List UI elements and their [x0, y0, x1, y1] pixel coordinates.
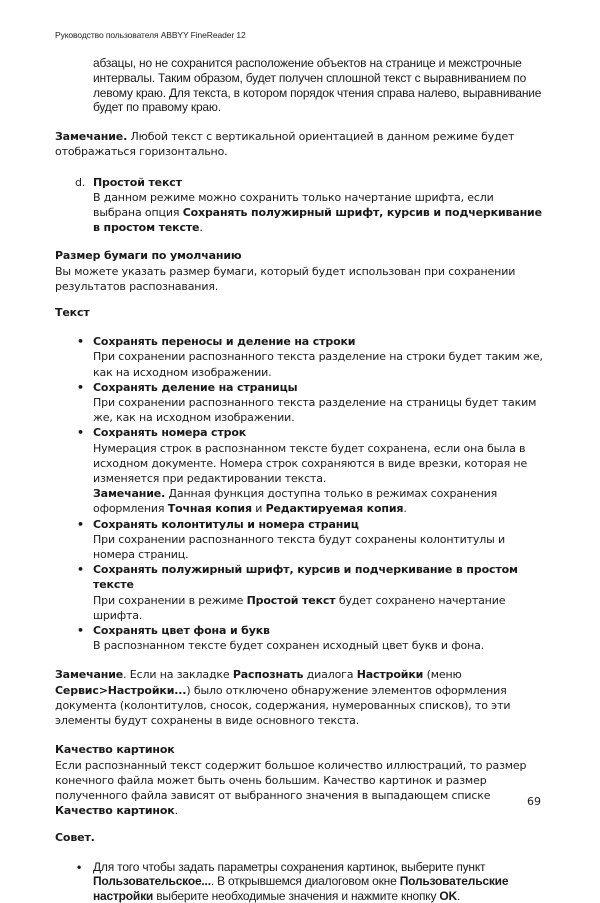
item-title: Сохранять номера строк: [93, 426, 247, 440]
bullet-icon: •: [77, 624, 84, 638]
section-tip: [55, 830, 545, 903]
item-title: Простой текст: [93, 175, 182, 189]
section-text: Если распознанный текст содержит большое количество иллюстраций, то размер конечного файла может быть очень большим. Качество картинок и размер полученного файла зависят от выбранного значения в выпадающем списке Качество картинок.: [55, 758, 527, 818]
option-name: Сохранять полужирный шрифт, курсив и подчеркивание в простом тексте: [93, 206, 542, 235]
list-item: [77, 623, 545, 653]
item-text: В распознанном тексте будет сохранен исходный цвет букв и фона.: [93, 639, 485, 653]
section-heading: Качество картинок: [55, 743, 175, 757]
section-heading: Совет.: [55, 831, 95, 845]
bullet-icon: •: [77, 859, 82, 874]
item-text: При сохранении распознанного текста разделение на строки будет таким же, как на исходном изображении.: [93, 350, 543, 379]
bullet-icon: •: [77, 426, 84, 440]
page-content: [55, 56, 545, 903]
tip-text: Для того чтобы задать параметры сохранения картинок, выберите пункт Пользовательское.... В открывшемся диалоговом окне Пользовательские настройки выберите необходимые значения и нажмите кнопку OK.: [93, 859, 509, 903]
note-layout-detection: Замечание. Если на закладке Распознать диалога Настройки (меню Сервис>Настройки...) было отключено обнаружение элементов оформления документа (колонтитулов, сносок, содержания, нумерованных списков), то эти элементы будут сохранены в виде основного текста.: [55, 668, 511, 728]
item-note: Замечание. Данная функция доступна только в режимах сохранения оформления Точная копия и Редактируемая копия.: [93, 487, 498, 516]
continued-paragraph: абзацы, но не сохранится расположение объектов на странице и межстрочные интервалы. Таким образом, будет получен сплошной текст с выравниванием по левому краю. Для текста, в котором порядок чтения справа налево, выравнивание будет по правому краю.: [93, 56, 542, 115]
running-header: Руководство пользователя ABBYY FineReader 12: [55, 30, 246, 40]
list-item: [77, 380, 545, 426]
list-item: [77, 562, 545, 623]
item-text: При сохранении распознанного текста разделение на страницы будет таким же, как на исходном изображении.: [93, 396, 537, 425]
note-text: Любой текст с вертикальной ориентацией в данном режиме будет отображаться горизонтально.: [55, 130, 515, 159]
item-title: Сохранять переносы и деление на строки: [93, 335, 356, 349]
item-title: Сохранять колонтитулы и номера страниц: [93, 517, 359, 531]
list-marker: d.: [75, 175, 86, 189]
option-name: Качество картинок: [55, 804, 175, 818]
section-heading: Текст: [55, 306, 90, 320]
list-item: [77, 425, 545, 516]
note-label: Замечание.: [55, 130, 128, 144]
item-title: Сохранять цвет фона и букв: [93, 624, 270, 638]
list-item-plain-text: d. Простой текст В данном режиме можно сохранить только начертание шрифта, если выбрана опция Сохранять полужирный шрифт, курсив и подчеркивание в простом тексте.: [75, 175, 542, 235]
list-item: [77, 334, 545, 380]
bullet-icon: •: [77, 517, 84, 531]
menu-path: Сервис>Настройки...: [55, 683, 187, 697]
section-text: Вы можете указать размер бумаги, который будет использован при сохранении результатов распознавания.: [55, 264, 516, 293]
list-item: [77, 517, 545, 563]
tab-name: Распознать: [232, 668, 304, 682]
item-text: В данном режиме можно сохранить только начертание шрифта, если выбрана опция: [93, 190, 494, 219]
section-image-quality: [55, 742, 545, 818]
item-title: Сохранять полужирный шрифт, курсив и подчеркивание в простом тексте: [93, 563, 518, 592]
item-text: При сохранении распознанного текста будут сохранены колонтитулы и номера страниц.: [93, 532, 506, 562]
item-title: Сохранять деление на страницы: [93, 380, 298, 394]
note-vertical-text: [55, 129, 545, 159]
text-options-list: [55, 334, 545, 653]
section-paper-size: [55, 248, 545, 294]
bullet-icon: •: [77, 380, 84, 394]
dialog-name: Настройки: [356, 668, 424, 682]
bullet-icon: •: [77, 335, 84, 349]
item-text: Нумерация строк в распознанном тексте будет сохранена, если она была в исходном документе. Номера строк сохраняются в виде врезки, которая не изменяется при редактировании текста.: [93, 441, 528, 486]
section-text-options: [55, 305, 545, 653]
section-heading: Размер бумаги по умолчанию: [55, 249, 242, 263]
item-text: При сохранении в режиме Простой текст будет сохранено начертание шрифта.: [93, 593, 506, 622]
page-number: 69: [527, 795, 541, 808]
tip-list: [55, 860, 545, 903]
bullet-icon: •: [77, 563, 84, 577]
list-item: [77, 859, 545, 903]
